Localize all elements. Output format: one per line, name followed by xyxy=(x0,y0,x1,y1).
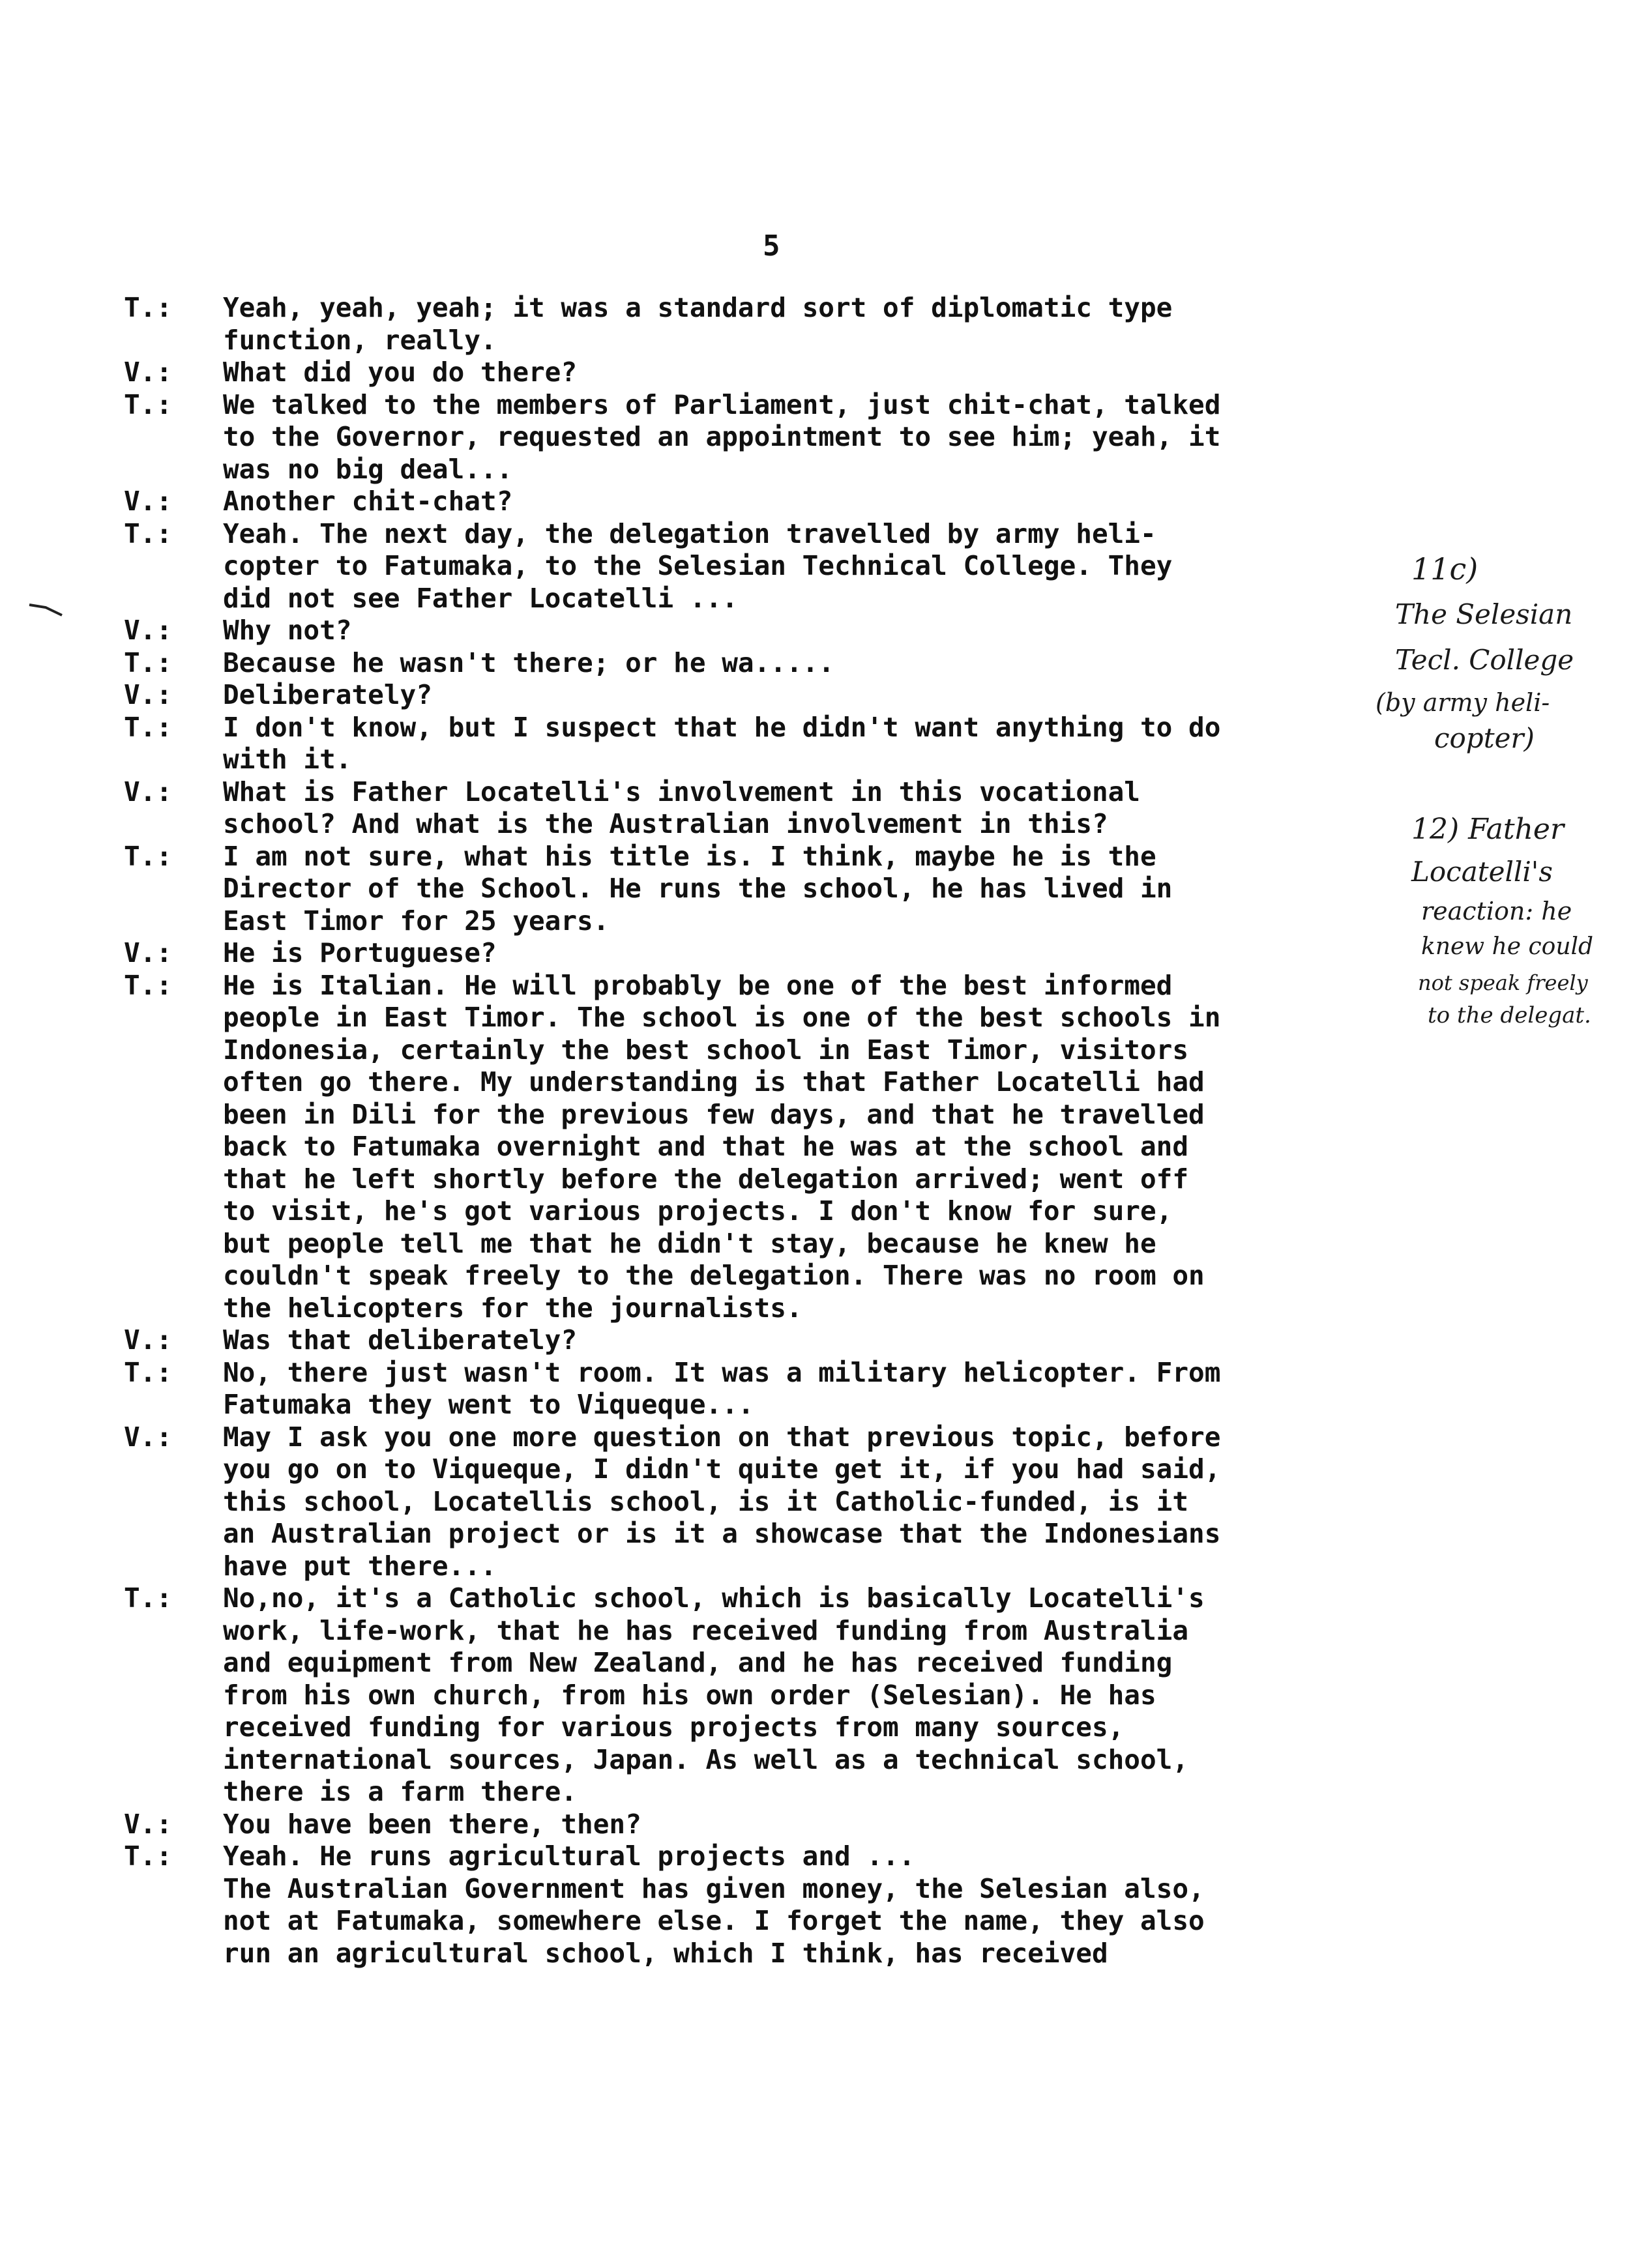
transcript-turn xyxy=(124,1582,1428,1809)
utterance-line: East Timor for 25 years. xyxy=(223,905,610,937)
transcript-turn xyxy=(124,841,1428,938)
transcript-turn xyxy=(124,937,1428,970)
utterance-line: We talked to the members of Parliament, just chit-chat, talked xyxy=(223,388,1221,420)
transcript-turn xyxy=(124,1421,1428,1583)
utterance-line: Another chit-chat? xyxy=(223,486,513,517)
speaker-label: V.: xyxy=(124,356,173,388)
utterance-line: received funding for various projects from many sources, xyxy=(223,1711,1125,1743)
utterance xyxy=(223,841,1428,938)
handwritten-note-12: 12) Father xyxy=(1411,813,1565,846)
speaker-label: T.: xyxy=(124,840,173,872)
utterance-line: from his own church, from his own order (Selesian). He has xyxy=(223,1679,1156,1711)
utterance-line: the helicopters for the journalists. xyxy=(223,1292,802,1324)
utterance-line: I don't know, but I suspect that he didn't want anything to do xyxy=(223,711,1221,743)
utterance-line: No, there just wasn't room. It was a military helicopter. From xyxy=(223,1356,1221,1388)
utterance-line: Deliberately? xyxy=(223,679,432,710)
utterance xyxy=(223,776,1428,841)
transcript-turn xyxy=(124,1809,1428,1841)
utterance xyxy=(223,292,1428,356)
utterance-line: Yeah. He runs agricultural projects and ... xyxy=(223,1840,915,1872)
utterance xyxy=(223,970,1428,1325)
utterance-line: couldn't speak freely to the delegation. There was no room on xyxy=(223,1260,1205,1291)
utterance-line: back to Fatumaka overnight and that he was at the school and xyxy=(223,1131,1189,1162)
utterance xyxy=(223,389,1428,486)
utterance-line: not at Fatumaka, somewhere else. I forget the name, they also xyxy=(223,1905,1205,1936)
handwritten-note-11c: 11c) xyxy=(1411,551,1479,587)
page-number: 5 xyxy=(763,229,780,263)
utterance-line: this school, Locatellis school, is it Catholic-funded, is it xyxy=(223,1485,1189,1517)
utterance-line: He is Italian. He will probably be one of the best informed xyxy=(223,969,1173,1001)
speaker-label: T.: xyxy=(124,969,173,1001)
utterance-line: have put there... xyxy=(223,1550,497,1582)
handwritten-note-line: The Selesian xyxy=(1395,598,1573,630)
speaker-label: V.: xyxy=(124,937,173,968)
utterance xyxy=(223,518,1428,615)
handwritten-note-line: (by army heli- xyxy=(1376,688,1550,717)
utterance-line: that he left shortly before the delegation arrived; went off xyxy=(223,1163,1189,1195)
utterance xyxy=(223,937,1428,970)
utterance-line: I am not sure, what his title is. I think, maybe he is the xyxy=(223,840,1156,872)
speaker-label: T.: xyxy=(124,711,173,743)
utterance xyxy=(223,1324,1428,1357)
speaker-label: T.: xyxy=(124,292,173,323)
utterance-line: copter to Fatumaka, to the Selesian Technical College. They xyxy=(223,550,1173,581)
utterance-line: to visit, he's got various projects. I don't know for sure, xyxy=(223,1195,1173,1227)
utterance xyxy=(223,1421,1428,1583)
utterance xyxy=(223,356,1428,389)
transcript-turn xyxy=(124,615,1428,647)
speaker-label: T.: xyxy=(124,388,173,420)
handwritten-note-line: Locatelli's xyxy=(1411,856,1553,888)
utterance-line: Director of the School. He runs the school, he has lived in xyxy=(223,873,1173,904)
handwritten-note-line: knew he could xyxy=(1421,933,1594,960)
utterance-line: The Australian Government has given money, the Selesian also, xyxy=(223,1872,1205,1904)
utterance-line: May I ask you one more question on that previous topic, before xyxy=(223,1421,1221,1453)
speaker-label: V.: xyxy=(124,615,173,646)
transcript-turn xyxy=(124,647,1428,680)
utterance-line: school? And what is the Australian involvement in this? xyxy=(223,808,1108,839)
handwritten-note-line: not speak freely xyxy=(1418,970,1588,995)
utterance-line: you go on to Viqueque, I didn't quite get it, if you had said, xyxy=(223,1453,1221,1485)
utterance-line: Yeah, yeah, yeah; it was a standard sort of diplomatic type xyxy=(223,292,1173,323)
handwritten-note-line: Tecl. College xyxy=(1395,644,1574,676)
utterance-line: did not see Father Locatelli ... xyxy=(223,582,738,614)
transcript-turn xyxy=(124,712,1428,776)
utterance xyxy=(223,679,1428,712)
speaker-label: T.: xyxy=(124,1582,173,1614)
utterance-line: international sources, Japan. As well as a technical school, xyxy=(223,1743,1189,1775)
transcript-turn xyxy=(124,1357,1428,1421)
speaker-label: T.: xyxy=(124,517,173,549)
utterance-line: He is Portuguese? xyxy=(223,937,497,968)
utterance-line: often go there. My understanding is that Father Locatelli had xyxy=(223,1066,1205,1098)
transcript-turn xyxy=(124,679,1428,712)
transcript-turn xyxy=(124,486,1428,518)
speaker-label: V.: xyxy=(124,679,173,710)
transcript-turn xyxy=(124,1324,1428,1357)
utterance-line: Was that deliberately? xyxy=(223,1324,578,1356)
handwritten-note-line: copter) xyxy=(1434,722,1535,754)
utterance-line: was no big deal... xyxy=(223,453,513,485)
utterance-line: What did you do there? xyxy=(223,356,578,388)
handwritten-note-line: to the delegat. xyxy=(1428,1002,1591,1028)
utterance xyxy=(223,615,1428,647)
speaker-label: V.: xyxy=(124,486,173,517)
utterance-line: function, really. xyxy=(223,324,497,356)
utterance xyxy=(223,1809,1428,1841)
utterance-line: work, life-work, that he has received funding from Australia xyxy=(223,1614,1189,1646)
speaker-label: V.: xyxy=(124,776,173,807)
utterance-line: people in East Timor. The school is one of the best schools in xyxy=(223,1002,1221,1033)
utterance-line: No,no, it's a Catholic school, which is basically Locatelli's xyxy=(223,1582,1205,1614)
handwritten-note-line: reaction: he xyxy=(1421,897,1572,925)
speaker-label: T.: xyxy=(124,1840,173,1872)
utterance-line: What is Father Locatelli's involvement in this vocational xyxy=(223,776,1140,807)
transcript-turn xyxy=(124,1840,1428,1970)
speaker-label: V.: xyxy=(124,1808,173,1840)
utterance-line: to the Governor, requested an appointment to see him; yeah, it xyxy=(223,421,1221,452)
utterance-line: Indonesia, certainly the best school in East Timor, visitors xyxy=(223,1034,1189,1066)
utterance xyxy=(223,1582,1428,1809)
utterance xyxy=(223,486,1428,518)
handwritten-margin-notes xyxy=(1349,551,1636,1088)
transcript-turn xyxy=(124,776,1428,841)
utterance-line: Because he wasn't there; or he wa..... xyxy=(223,647,834,678)
transcript-turn xyxy=(124,356,1428,389)
utterance-line: Why not? xyxy=(223,615,352,646)
transcript-turn xyxy=(124,970,1428,1325)
utterance xyxy=(223,1840,1428,1970)
utterance-line: Yeah. The next day, the delegation travelled by army heli- xyxy=(223,517,1156,549)
utterance xyxy=(223,647,1428,680)
speaker-label: T.: xyxy=(124,647,173,678)
utterance-line: there is a farm there. xyxy=(223,1776,578,1807)
utterance-line: been in Dili for the previous few days, and that he travelled xyxy=(223,1098,1205,1130)
transcript-turn xyxy=(124,389,1428,486)
utterance-line: Fatumaka they went to Viqueque... xyxy=(223,1389,754,1420)
margin-arrow-mark xyxy=(26,600,65,619)
utterance-line: and equipment from New Zealand, and he has received funding xyxy=(223,1647,1173,1678)
utterance-line: an Australian project or is it a showcase that the Indonesians xyxy=(223,1518,1221,1549)
speaker-label: V.: xyxy=(124,1421,173,1453)
utterance-line: You have been there, then? xyxy=(223,1808,641,1840)
utterance xyxy=(223,712,1428,776)
utterance-line: but people tell me that he didn't stay, because he knew he xyxy=(223,1227,1156,1259)
speaker-label: T.: xyxy=(124,1356,173,1388)
transcript-turn xyxy=(124,518,1428,615)
interview-transcript xyxy=(124,292,1428,1970)
utterance-line: run an agricultural school, which I think, has received xyxy=(223,1937,1108,1969)
utterance xyxy=(223,1357,1428,1421)
speaker-label: V.: xyxy=(124,1324,173,1356)
transcript-turn xyxy=(124,292,1428,356)
utterance-line: with it. xyxy=(223,744,352,775)
